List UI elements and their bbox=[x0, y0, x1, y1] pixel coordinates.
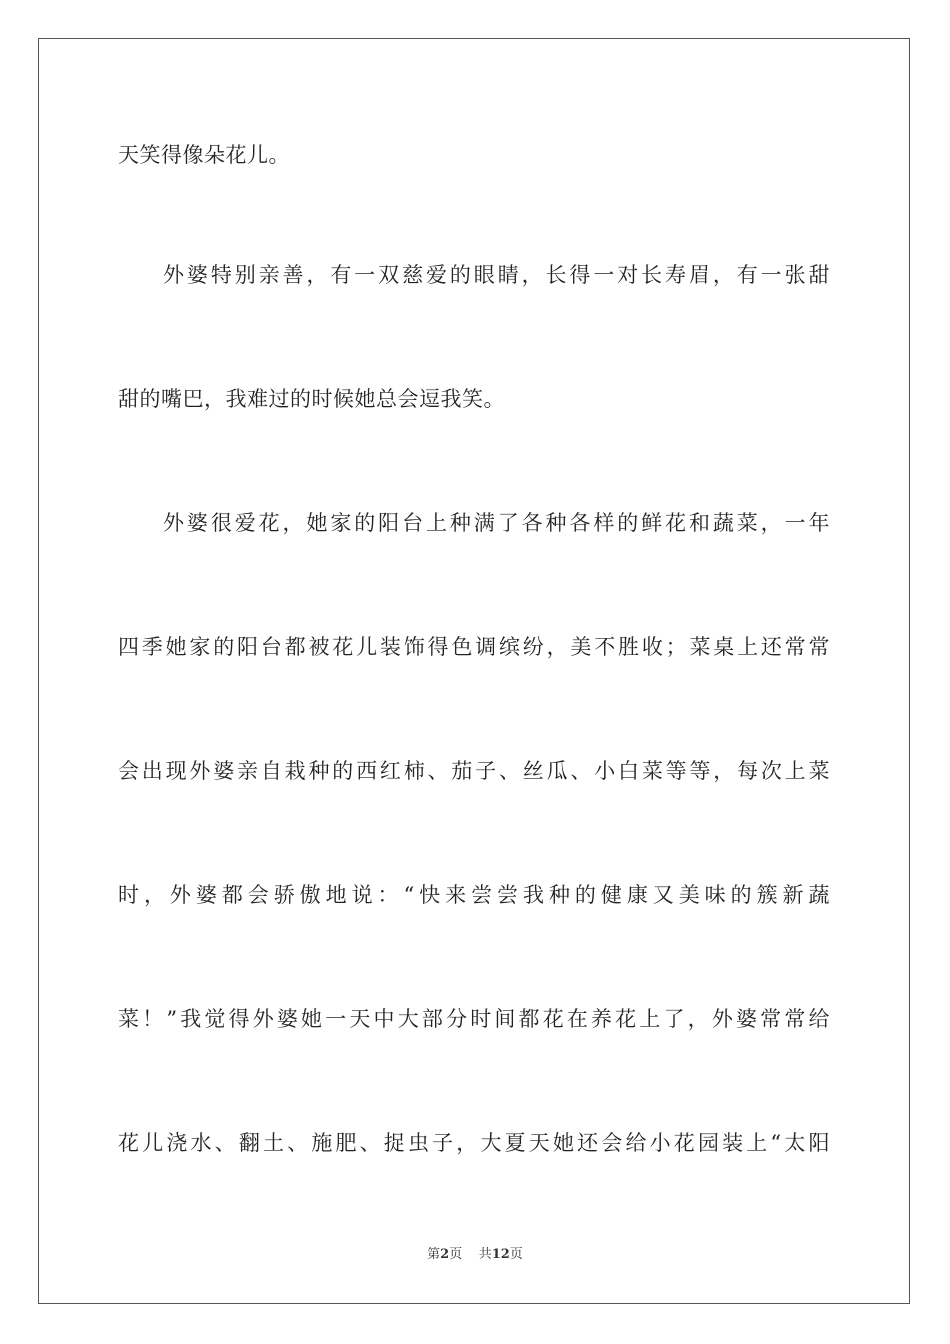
footer-page-prefix: 第 bbox=[427, 1247, 441, 1262]
page-footer bbox=[0, 1246, 950, 1264]
text-line-4: 外婆很爱花，她家的阳台上种满了各种各样的鲜花和蔬菜，一年 bbox=[163, 511, 830, 535]
footer-total-number: 12 bbox=[491, 1247, 510, 1262]
footer-total-prefix: 共 bbox=[478, 1247, 492, 1262]
text-line-2: 外婆特别亲善，有一双慈爱的眼睛，长得一对长寿眉，有一张甜 bbox=[163, 263, 830, 287]
text-line-1: 天笑得像朵花儿。 bbox=[118, 143, 290, 167]
footer-page-number: 2 bbox=[440, 1247, 450, 1262]
text-line-3: 甜的嘴巴，我难过的时候她总会逗我笑。 bbox=[118, 387, 505, 411]
footer-page-suffix: 页 bbox=[449, 1247, 463, 1262]
text-line-8: 菜！”我觉得外婆她一天中大部分时间都花在养花上了，外婆常常给 bbox=[118, 1007, 830, 1031]
text-line-6: 会出现外婆亲自栽种的西红柿、茄子、丝瓜、小白菜等等，每次上菜 bbox=[118, 759, 830, 783]
text-line-5: 四季她家的阳台都被花儿装饰得色调缤纷，美不胜收；菜桌上还常常 bbox=[118, 635, 830, 659]
text-line-9: 花儿浇水、翻土、施肥、捉虫子，大夏天她还会给小花园装上“太阳 bbox=[118, 1131, 830, 1155]
footer-total-suffix: 页 bbox=[509, 1247, 523, 1262]
text-line-7: 时，外婆都会骄傲地说：“快来尝尝我种的健康又美味的簇新蔬 bbox=[118, 883, 830, 907]
page-frame bbox=[38, 38, 910, 1304]
